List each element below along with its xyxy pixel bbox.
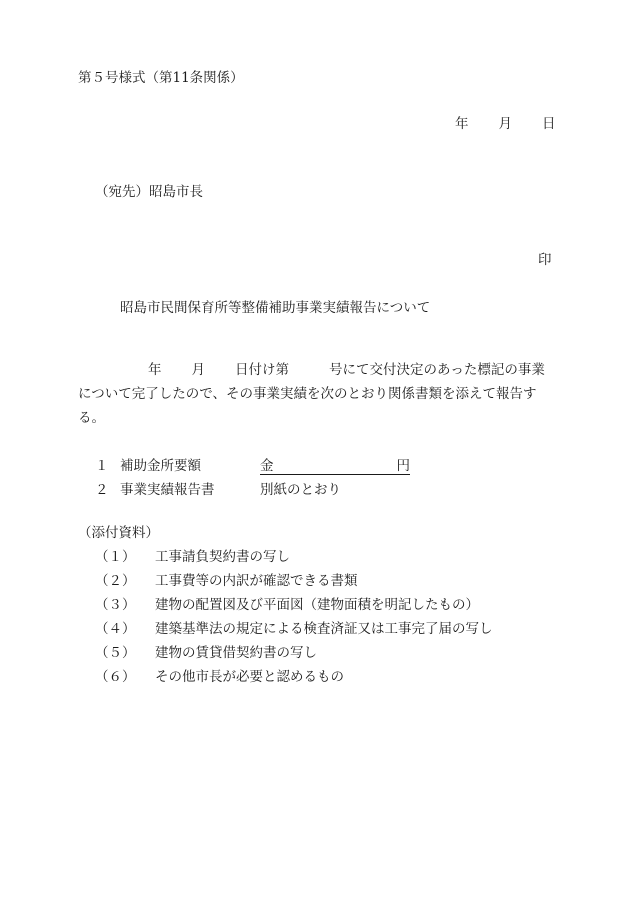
body-year: 年 [148,362,162,378]
item-label: 事業実績報告書 [120,482,215,498]
item-performance-report [95,478,341,498]
item-subsidy-amount [95,454,410,475]
item-value: 別紙のとおり [260,482,341,498]
date-month: 月 [498,116,512,132]
seal-mark: 印 [538,252,552,268]
list-item-text: 建物の賃貸借契約書の写し [155,645,317,661]
document-title: 昭島市民間保育所等整備補助事業実績報告について [120,300,431,316]
body-date-prefix: 日付け第 [235,362,289,378]
list-item-number: （３） [95,597,136,613]
item-number: １ [95,458,109,474]
list-item [95,617,493,641]
list-item-text: その他市長が必要と認めるもの [155,669,344,685]
list-item [95,545,493,569]
list-item-number: （５） [95,645,136,661]
date-line [455,112,556,132]
amount-prefix: 金 [260,458,274,474]
attachments-heading: （添付資料） [78,525,159,541]
body-paragraph [78,358,556,430]
list-item-text: 建築基準法の規定による検査済証又は工事完了届の写し [155,621,493,637]
item-label: 補助金所要額 [120,458,201,474]
list-item-number: （１） [95,549,136,565]
list-item-text: 工事請負契約書の写し [155,549,290,565]
body-month: 月 [191,362,205,378]
list-item [95,641,493,665]
list-item [95,569,493,593]
list-item-number: （６） [95,669,136,685]
item-number: ２ [95,482,109,498]
list-item [95,665,493,689]
addressee: （宛先）昭島市長 [95,184,203,200]
body-line1-tail: 号にて交付決定のあった標記の事業 [329,362,545,378]
amount-field [260,454,410,475]
form-number: 第５号様式（第11条関係） [78,70,244,86]
list-item-text: 建物の配置図及び平面図（建物面積を明記したもの） [155,597,479,613]
list-item-number: （２） [95,573,136,589]
list-item-text: 工事費等の内訳が確認できる書類 [155,573,358,589]
amount-suffix: 円 [396,458,410,474]
list-item [95,593,493,617]
date-day: 日 [542,116,556,132]
list-item-number: （４） [95,621,136,637]
date-year: 年 [455,116,469,132]
attachments-list [95,545,493,689]
body-rest: について完了したので、その事業実績を次のとおり関係書類を添えて報告する。 [78,386,537,426]
